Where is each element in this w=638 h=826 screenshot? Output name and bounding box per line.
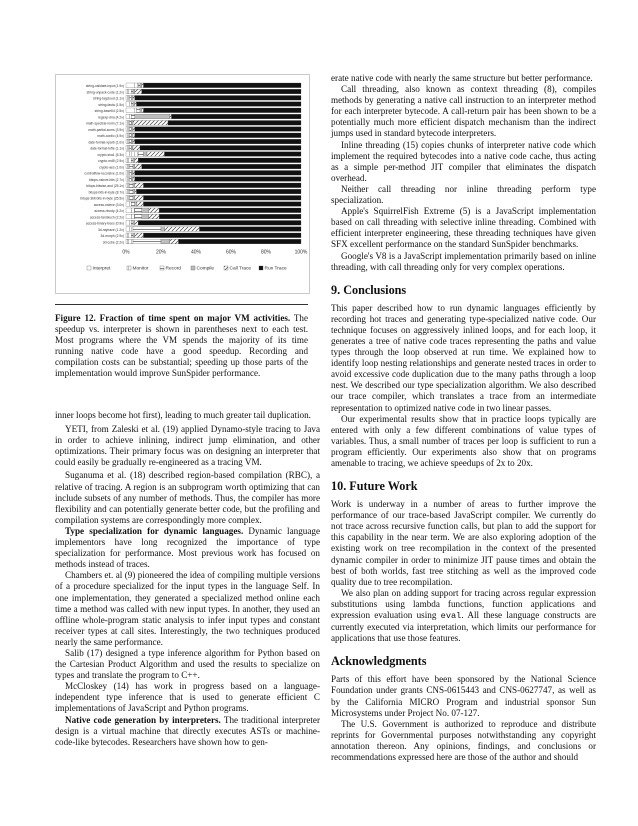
inline-code: eval bbox=[440, 611, 462, 622]
bar-segment-call-trace bbox=[133, 146, 140, 151]
bar-segment-compile bbox=[133, 102, 135, 107]
bar-segment-monitor bbox=[128, 121, 130, 126]
bar-segment-interpret bbox=[126, 177, 128, 182]
legend-swatch bbox=[259, 266, 263, 270]
bar-segment-monitor bbox=[128, 146, 130, 151]
bar-segment-interpret bbox=[126, 208, 131, 213]
right-paragraph: Neither call threading nor inline threading perform type specialization. bbox=[331, 183, 596, 206]
paragraph-text: Dynamic language implementors have long recognized the importance of type specialization for performance. Most previous work has focused on methods instead of traces. bbox=[55, 525, 320, 570]
bar-segment-interpret bbox=[126, 146, 128, 151]
left-paragraph: Suganuma et al. (18) described region-based compilation (RBC), a relative of tracing. A region is an subprogram worth optimizing that can include subsets of any number of methods. Thus, the compiler has more flexibility and can potentially generate better code, but the profiling and compilation systems are correspondingly more complex. bbox=[55, 470, 320, 525]
bar-segment-record bbox=[131, 221, 133, 226]
left-paragraph: Chambers et. al (9) pioneered the idea of compiling multiple versions of a procedure specialized for the input types in the language Self. In one implementation, they generated a specialized method online each time a method was called with new input types. In another, they used an offline whole-program static analysis to infer input types and constant receiver types at call sites. Interestingly, the two techniques produced nearly the same performance. bbox=[55, 570, 320, 647]
bar-segment-compile bbox=[133, 183, 135, 188]
left-paragraph: McCloskey (14) has work in progress based on a language-independent type inference that is used to generate efficient C implementations of JavaScript and Python programs. bbox=[55, 681, 320, 714]
bar-segment-compile bbox=[135, 202, 137, 207]
legend-label: Interpret bbox=[92, 266, 111, 272]
bar-segment-compile bbox=[131, 146, 133, 151]
bar-segment-compile bbox=[131, 127, 133, 132]
right-paragraph: This paper described how to run dynamic languages efficiently by recording hot traces and generating type-specialized native code. Our technique focuses on aggressively inlined loops, and for each loop, it generates a tree of native code traces representing the paths and value types through the loop observed at run time. We explained how to identify loop nesting relationships and generate nested traces in order to avoid excessive code duplication due to the many paths through a loop nest. We described our type specialization algorithm. We also described our trace compiler, which translates a trace from an intermediate representation to optimized native code in two linear passes. bbox=[331, 302, 596, 413]
right-paragraph: Inline threading (15) copies chunks of interpreter native code which implement the required bytecodes into a native code cache, thus acting as a simple per-method JIT compiler that eliminates the dispatch overhead. bbox=[331, 139, 596, 183]
bar-segment-monitor bbox=[130, 152, 139, 157]
bar-segment-run-trace bbox=[137, 189, 302, 194]
category-label: bitops-bitwise-and (25.1x) bbox=[86, 184, 124, 188]
category-label: crypto-md5 (2.9x) bbox=[98, 159, 124, 163]
bar-segment-record bbox=[130, 189, 134, 194]
bar-segment-run-trace bbox=[144, 183, 302, 188]
bar-segment-monitor bbox=[131, 208, 135, 213]
bar-segment-interpret bbox=[126, 214, 131, 219]
bar-segment-record bbox=[138, 83, 140, 88]
figure-caption-label: Figure 12. Fraction of time spent on major VM activities. bbox=[55, 313, 291, 323]
bar-segment-interpret bbox=[126, 239, 128, 244]
category-label: string-unpack-code (1.2x) bbox=[86, 90, 124, 95]
bar-segment-monitor bbox=[130, 227, 134, 232]
bar-segment-run-trace bbox=[135, 139, 301, 144]
legend-swatch bbox=[87, 266, 91, 270]
bar-segment-run-trace bbox=[144, 108, 302, 113]
bar-segment-run-trace bbox=[142, 89, 301, 94]
bar-segment-call-trace bbox=[133, 133, 135, 138]
bar-segment-call-trace bbox=[135, 233, 144, 238]
category-label: 3d-cube (2.2x) bbox=[102, 240, 124, 245]
category-label: date-format-xparb (1.0x) bbox=[88, 140, 124, 145]
x-tick-label: 40% bbox=[190, 249, 202, 256]
category-label: string-base64 (2.5x) bbox=[94, 109, 124, 113]
section-heading-future-work: 10. Future Work bbox=[331, 479, 418, 494]
bar-segment-interpret bbox=[126, 171, 128, 176]
bar-segment-call-trace bbox=[135, 164, 142, 169]
figure-caption-text: The speedup vs. interpreter is shown in parentheses next to each test. Most programs where the VM spends the majority of its time running native code have a good speedup. Recording and compilation costs can be substantial; speeding up those parts of the implementation would improve SunSpider performance. bbox=[55, 313, 308, 379]
legend-swatch bbox=[224, 266, 228, 270]
bar-segment-call-trace bbox=[135, 158, 139, 163]
bar-segment-monitor bbox=[128, 239, 133, 244]
bar-segment-call-trace bbox=[133, 96, 135, 101]
bar-segment-call-trace bbox=[149, 208, 160, 213]
right-column bbox=[331, 73, 596, 763]
category-label: date-format-tofte (1.1x) bbox=[90, 146, 124, 151]
bar-segment-call-trace bbox=[170, 239, 179, 244]
bar-segment-run-trace bbox=[168, 121, 301, 126]
bar-segment-interpret bbox=[126, 89, 128, 94]
bar-segment-call-trace bbox=[135, 183, 144, 188]
bar-segment-compile bbox=[133, 196, 135, 201]
figure-12-chart-frame bbox=[55, 74, 310, 294]
bar-segment-interpret bbox=[126, 121, 128, 126]
bar-segment-monitor bbox=[130, 221, 132, 226]
right-paragraph bbox=[331, 588, 596, 644]
bar-segment-monitor bbox=[128, 177, 130, 182]
category-label: 3d-morph (2.9x) bbox=[100, 234, 124, 238]
bar-segment-call-trace bbox=[135, 221, 139, 226]
bar-segment-call-trace bbox=[170, 114, 172, 119]
bar-segment-run-trace bbox=[135, 96, 301, 101]
bar-segment-call-trace bbox=[133, 177, 135, 182]
right-paragraph: Work is underway in a number of areas to further improve the performance of our trace-based JavaScript compiler. We currently do not trace across recursive function calls, but plan to add the support for this capability in the near term. We are also exploring adoption of the existing work on tree recompilation in the context of the presented dynamic compiler in order to minimize JIT pause times and obtain the best of both worlds, fast tree stitching as well as the improved code quality due to tree recompilation. bbox=[331, 499, 596, 587]
category-label: crypto-sha1 (5.3x) bbox=[97, 152, 124, 157]
category-label: access-fannkuch (2.2x) bbox=[89, 215, 124, 220]
legend-swatch bbox=[191, 266, 195, 270]
bar-segment-record bbox=[135, 214, 142, 219]
category-label: bitops-3bit-bits-in-byte (25.5x) bbox=[80, 196, 124, 201]
left-paragraph: Salib (17) designed a type inference algorithm for Python based on the Cartesian Product Algorithm and used the results to specialize on types and translate the program to C++. bbox=[55, 647, 320, 681]
figure-caption bbox=[55, 313, 308, 380]
bar-segment-record bbox=[131, 233, 133, 238]
bar-segment-record bbox=[131, 89, 133, 94]
bar-segment-interpret bbox=[126, 233, 128, 238]
bar-segment-compile bbox=[161, 227, 165, 232]
bar-segment-run-trace bbox=[137, 102, 302, 107]
bar-segment-monitor bbox=[128, 196, 130, 201]
bar-segment-compile bbox=[133, 164, 135, 169]
bar-segment-monitor bbox=[130, 102, 132, 107]
bar-segment-interpret bbox=[126, 108, 135, 113]
bar-segment-monitor bbox=[128, 171, 130, 176]
bar-segment-monitor bbox=[128, 189, 130, 194]
bar-segment-monitor bbox=[128, 89, 132, 94]
bar-segment-compile bbox=[140, 108, 142, 113]
bar-segment-interpret bbox=[126, 133, 128, 138]
paragraph-text: The traditional interpreter design is a virtual machine that directly executes ASTs or machine-code-like bytecodes. Researchers have shown how to gen- bbox=[55, 714, 320, 747]
bar-segment-monitor bbox=[131, 214, 135, 219]
left-column bbox=[55, 410, 320, 748]
category-label: string-tagcloud (1.1x) bbox=[93, 96, 124, 101]
bar-segment-interpret bbox=[126, 114, 130, 119]
bar-segment-call-trace bbox=[147, 152, 165, 157]
bar-segment-run-trace bbox=[140, 146, 301, 151]
bar-segment-compile bbox=[144, 152, 148, 157]
bar-segment-monitor bbox=[128, 158, 132, 163]
bar-segment-call-trace bbox=[133, 121, 168, 126]
bar-segment-monitor bbox=[128, 96, 130, 101]
bar-segment-call-trace bbox=[165, 227, 200, 232]
bar-segment-monitor bbox=[128, 139, 130, 144]
bar-segment-monitor bbox=[128, 183, 130, 188]
category-label: controlflow-recursive (1.0x) bbox=[84, 171, 124, 176]
bar-segment-interpret bbox=[126, 227, 130, 232]
bar-segment-compile bbox=[161, 239, 170, 244]
bar-segment-interpret bbox=[126, 152, 130, 157]
category-label: bitops-nsieve-bits (2.7x) bbox=[89, 177, 124, 182]
bar-segment-run-trace bbox=[179, 239, 302, 244]
right-paragraph: Call threading, also known as context threading (8), compiles methods by generating a native call instruction to an interpreter method for each interpreter bytecode. A call-return pair has been shown to be a potentially much more efficient dispatch mechanism than the indirect jumps used in standard bytecode interpreters. bbox=[331, 84, 596, 139]
bar-segment-monitor bbox=[130, 114, 132, 119]
legend-label: Compile bbox=[196, 266, 215, 272]
right-paragraph: Google's V8 is a JavaScript implementation primarily based on inline threading, with call threading only for very complex operations. bbox=[331, 250, 596, 272]
bar-segment-record bbox=[130, 196, 134, 201]
bar-segment-call-trace bbox=[137, 202, 144, 207]
bar-segment-run-trace bbox=[138, 158, 301, 163]
bar-segment-interpret bbox=[126, 196, 128, 201]
bar-segment-call-trace bbox=[133, 171, 135, 176]
legend-label: Monitor bbox=[132, 266, 149, 272]
left-paragraph bbox=[55, 715, 320, 748]
bar-segment-run-trace bbox=[144, 233, 302, 238]
bar-segment-compile bbox=[131, 133, 133, 138]
bar-segment-run-trace bbox=[135, 177, 301, 182]
left-paragraph: inner loops become hot first), leading to much greater tail duplication. bbox=[55, 410, 311, 420]
bar-segment-run-trace bbox=[165, 152, 302, 157]
bar-segment-monitor bbox=[135, 108, 137, 113]
bar-segment-monitor bbox=[128, 127, 130, 132]
right-paragraph: Apple's SquirrelFish Extreme (5) is a JavaScript implementation based on call threading with selective inline threading. Combined with efficient interpreter engineering, these threading techniques have given SFX excellent performance on the standard SunSpider benchmarks. bbox=[331, 206, 596, 250]
category-label: access-binary-trees (0.9x) bbox=[85, 221, 124, 226]
paragraph-heading: Native code generation by interpreters. bbox=[65, 714, 221, 725]
section-heading-conclusions: 9. Conclusions bbox=[331, 282, 407, 297]
bar-segment-compile bbox=[131, 96, 133, 101]
bar-segment-interpret bbox=[126, 183, 128, 188]
bar-segment-run-trace bbox=[144, 83, 302, 88]
bar-segment-record bbox=[130, 96, 132, 101]
bar-segment-interpret bbox=[126, 189, 128, 194]
legend-label: Call Trace bbox=[229, 266, 252, 272]
bar-segment-compile bbox=[133, 233, 135, 238]
category-label: regexp-dna (4.2x) bbox=[97, 115, 124, 120]
legend-label: Run Trace bbox=[264, 266, 287, 272]
bar-segment-interpret bbox=[126, 102, 130, 107]
bar-segment-interpret bbox=[126, 221, 130, 226]
bar-segment-record bbox=[137, 108, 141, 113]
paragraph-text: . All these language constructs are currently executed via interpretation, which limits our performance for applications that use those features. bbox=[331, 610, 596, 644]
bar-segment-record bbox=[130, 177, 132, 182]
bar-segment-call-trace bbox=[135, 102, 137, 107]
left-paragraph: YETI, from Zaleski et al. (19) applied Dynamo-style tracing to Java in order to achieve inlining, indirect jump elimination, and other optimizations. Their primary focus was on designing an interpreter that could easily be gradually re-engineered as a tracing VM. bbox=[55, 424, 320, 468]
bar-segment-record bbox=[130, 139, 132, 144]
bar-segment-monitor bbox=[128, 164, 130, 169]
legend-swatch bbox=[160, 266, 164, 270]
right-paragraph: erate native code with nearly the same structure but better performance. bbox=[331, 73, 593, 83]
x-tick-label: 20% bbox=[155, 249, 167, 256]
bar-segment-call-trace bbox=[135, 189, 137, 194]
bar-segment-run-trace bbox=[144, 202, 302, 207]
bar-segment-run-trace bbox=[159, 208, 301, 213]
bar-segment-run-trace bbox=[200, 227, 302, 232]
category-label: access-nsieve (3.0x) bbox=[93, 202, 124, 207]
x-tick-label: 0% bbox=[122, 249, 130, 256]
bar-segment-run-trace bbox=[138, 221, 301, 226]
bar-segment-call-trace bbox=[133, 139, 135, 144]
bar-segment-call-trace bbox=[142, 83, 144, 88]
bar-segment-run-trace bbox=[135, 171, 301, 176]
bar-segment-run-trace bbox=[142, 164, 301, 169]
x-tick-label: 80% bbox=[260, 249, 272, 256]
bar-segment-interpret bbox=[126, 202, 130, 207]
bar-segment-compile bbox=[133, 89, 135, 94]
bar-segment-record bbox=[133, 239, 161, 244]
bar-segment-compile bbox=[142, 214, 149, 219]
bar-segment-record bbox=[130, 133, 132, 138]
bar-segment-monitor bbox=[128, 233, 132, 238]
category-label: crypto-aes (1.0x) bbox=[99, 165, 124, 170]
bar-segment-call-trace bbox=[133, 127, 135, 132]
category-label: math-partial-sums (3.9x) bbox=[88, 127, 124, 132]
bar-segment-call-trace bbox=[142, 108, 144, 113]
legend-swatch bbox=[127, 266, 131, 270]
x-tick-label: 60% bbox=[225, 249, 237, 256]
bar-segment-interpret bbox=[126, 139, 128, 144]
bar-segment-run-trace bbox=[159, 214, 301, 219]
right-paragraph: Our experimental results show that in practice loops typically are entered with only a few different combinations of value types of variables. Thus, a small number of traces per loop is sufficient to run a program efficiently. Our experiments also show that on programs amenable to tracing, we achieve speedups of 2x to 20x. bbox=[331, 413, 596, 468]
right-paragraph: The U.S. Government is authorized to reproduce and distribute reprints for Governmental purposes notwithstanding any copyright annotation thereon. Any opinions, findings, and conclusions or recommendations expressed here are those of the author and should bbox=[331, 718, 596, 762]
category-label: access-nbody (4.2x) bbox=[94, 209, 124, 213]
bar-segment-record bbox=[131, 102, 133, 107]
bar-segment-record bbox=[130, 171, 132, 176]
bar-segment-monitor bbox=[135, 83, 139, 88]
bar-segment-interpret bbox=[126, 83, 135, 88]
legend-label: Record bbox=[165, 266, 181, 272]
bar-segment-compile bbox=[131, 177, 133, 182]
bar-segment-record bbox=[131, 202, 135, 207]
category-label: math-cordic (4.9x) bbox=[97, 134, 124, 138]
bar-segment-interpret bbox=[126, 158, 128, 163]
caption-divider bbox=[55, 304, 308, 305]
category-label: 3d-raytrace (1.2x) bbox=[97, 227, 124, 232]
bar-segment-record bbox=[130, 183, 134, 188]
bar-segment-record bbox=[130, 164, 134, 169]
category-label: bitops-bits-in-byte (8.7x) bbox=[88, 190, 124, 195]
bar-segment-monitor bbox=[128, 133, 130, 138]
bar-segment-compile bbox=[140, 83, 142, 88]
bar-segment-record bbox=[135, 208, 142, 213]
x-tick-label: 100% bbox=[294, 249, 308, 256]
bar-segment-monitor bbox=[130, 202, 132, 207]
category-label: string-validate-input (1.9x) bbox=[85, 84, 124, 88]
bar-segment-interpret bbox=[126, 96, 128, 101]
bar-segment-record bbox=[130, 146, 132, 151]
paragraph-text: We also plan on adding support for tracing across regular expression substitutions using lambda functions, function applications and expression evaluation using bbox=[331, 587, 596, 621]
right-paragraph: Parts of this effort have been sponsored by the National Science Foundation under grants CNS-0615443 and CNS-0627747, as well as by the California MICRO Program and industrial sponsor Sun Microsystems under Project No. 07-127. bbox=[331, 674, 596, 718]
bar-segment-run-trace bbox=[172, 114, 302, 119]
bar-segment-record bbox=[130, 121, 132, 126]
category-label: math-spectral-norm (7.1x) bbox=[86, 121, 124, 126]
left-paragraph bbox=[55, 526, 320, 570]
bar-segment-compile bbox=[131, 139, 133, 144]
bar-segment-record bbox=[130, 127, 132, 132]
bar-segment-run-trace bbox=[135, 127, 301, 132]
bar-segment-record bbox=[131, 114, 135, 119]
bar-segment-compile bbox=[131, 121, 133, 126]
bar-segment-compile bbox=[133, 221, 135, 226]
bar-segment-compile bbox=[142, 208, 149, 213]
paragraph-heading: Type specialization for dynamic languages. bbox=[65, 525, 244, 536]
bar-segment-call-trace bbox=[135, 196, 144, 201]
bar-segment-compile bbox=[131, 171, 133, 176]
bar-segment-call-trace bbox=[135, 89, 142, 94]
bar-segment-run-trace bbox=[135, 133, 301, 138]
bar-segment-record bbox=[131, 158, 133, 163]
stacked-bar-chart bbox=[56, 75, 309, 293]
bar-segment-run-trace bbox=[144, 196, 302, 201]
section-heading-acknowledgments: Acknowledgments bbox=[331, 654, 427, 669]
bar-segment-compile bbox=[133, 189, 135, 194]
bar-segment-record bbox=[133, 227, 161, 232]
bar-segment-interpret bbox=[126, 127, 128, 132]
bar-segment-compile bbox=[133, 158, 135, 163]
bar-segment-interpret bbox=[126, 164, 128, 169]
bar-segment-call-trace bbox=[149, 214, 160, 219]
bar-segment-compile bbox=[135, 114, 170, 119]
bar-segment-record bbox=[138, 152, 143, 157]
category-label: string-fasta (1.5x) bbox=[98, 102, 124, 107]
